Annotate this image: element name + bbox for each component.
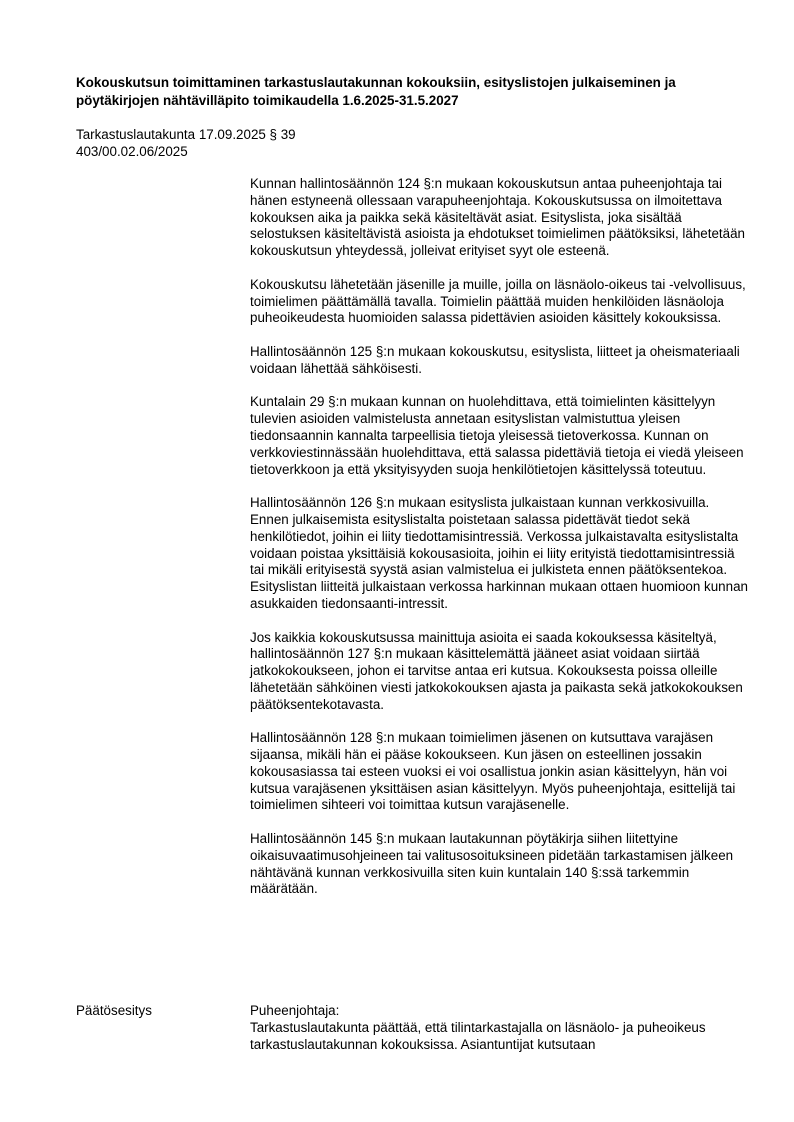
body-paragraph: Jos kaikkia kokouskutsussa mainittuja asioita ei saada kokouksessa käsiteltyä, hallintosäännön 127 §:n mukaan käsittelemättä jääneet asiat voidaan siirtää jatkokokoukseen, johon ei tarvitse antaa eri kutsua. Kokouksesta poissa olleille lähetetään sähköinen viesti jatkokokouksen ajasta ja paikasta sekä jatkokokouksen päätöksentekotavasta. [250, 629, 743, 712]
meeting-meta [76, 126, 296, 160]
body-paragraph: Kuntalain 29 §:n mukaan kunnan on huolehdittava, että toimielinten käsittelyyn tulevien asioiden valmistelusta annetaan esityslistan valmistuttua yleisen tiedonsaannin kannalta tarpeellisia tietoja yleisessä tietoverkossa. Kunnan on verkkoviestinnässään huolehdittava, että salassa pidettäviä tietoja ei viedä yleiseen tietoverkkoon ja että yksityisyyden suoja henkilötietojen käsittelyssä toteutuu. [250, 394, 744, 477]
record-number: 403/00.02.06/2025 [76, 144, 188, 159]
decision-speaker: Puheenjohtaja: [250, 1003, 340, 1018]
body-paragraph: Kunnan hallintosäännön 124 §:n mukaan kokouskutsun antaa puheenjohtaja tai hänen estyneenä ollessaan varapuheenjohtaja. Kokouskutsussa on ilmoitettava kokouksen aika ja paikka sekä käsiteltävät asiat. Esityslista, joka sisältää selostuksen käsiteltävistä asioista ja ehdotukset toimielimen päätöksiksi, lähetetään kokouskutsun yhteydessä, jolleivat erityiset syyt ole esteenä. [250, 176, 745, 259]
body-paragraph: Hallintosäännön 145 §:n mukaan lautakunnan pöytäkirja siihen liitettyine oikaisuvaatimusohjeineen tai valitusosoituksineen pidetään tarkastamisen jälkeen nähtävänä kunnan verkkosivuilla siten kuin kuntalain 140 §:ssä tarkemmin määrätään. [250, 831, 734, 897]
body-paragraph: Hallintosäännön 125 §:n mukaan kokouskutsu, esityslista, liitteet ja oheismateriaali voidaan lähettää sähköisesti. [250, 343, 740, 376]
document-title: Kokouskutsun toimittaminen tarkastuslautakunnan kokouksiin, esityslistojen julkaiseminen ja pöytäkirjojen nähtävilläpito toimikaudella 1.6.2025-31.5.2027 [76, 75, 676, 108]
meeting-reference: Tarkastuslautakunta 17.09.2025 § 39 [76, 127, 296, 142]
decision-label: Päätösesitys [76, 1003, 152, 1018]
document-body [250, 176, 750, 915]
body-paragraph: Hallintosäännön 128 §:n mukaan toimielimen jäsenen on kutsuttava varajäsen sijaansa, mikäli hän ei pääse kokoukseen. Kun jäsen on esteellinen jossakin kokousasiassa tai esteen vuoksi ei voi osallistua jonkin asian käsittelyyn, hän voi kutsua varajäsenen yksittäisen asian käsittelyyn. Myös puheenjohtaja, esittelijä tai toimielimen sihteeri voi toimittaa kutsun varajäsenelle. [250, 730, 736, 813]
body-paragraph: Kokouskutsu lähetetään jäsenille ja muille, joilla on läsnäolo-oikeus tai -velvollisuus, toimielimen päättämällä tavalla. Toimielin päättää muiden henkilöiden läsnäoloja puheoikeudesta huomioiden salassa pidettävien asioiden käsittely kokouksissa. [250, 276, 746, 326]
decision-text: Tarkastuslautakunta päättää, että tilintarkastajalla on läsnäolo- ja puheoikeus tarkastuslautakunnan kokouksissa. Asiantuntijat kutsutaan [250, 1019, 706, 1052]
decision-content [250, 1003, 750, 1053]
body-paragraph: Hallintosäännön 126 §:n mukaan esityslista julkaistaan kunnan verkkosivuilla. Ennen julkaisemista esityslistalta poistetaan salassa pidettävät tiedot sekä henkilötiedot, joihin ei liity tiedottamisintressiä. Verkossa julkaistavalta esityslistalta voidaan poistaa yksittäisiä kokousasioita, joihin ei liity erityistä tiedottamisintressiä tai mikäli erityisestä syystä asian valmistelua ei julkisteta ennen päätöksentekoa. Esityslistan liitteitä julkaistaan verkossa harkinnan mukaan ottaen huomioon kunnan asukkaiden tiedonsaanti-intressit. [250, 495, 748, 611]
